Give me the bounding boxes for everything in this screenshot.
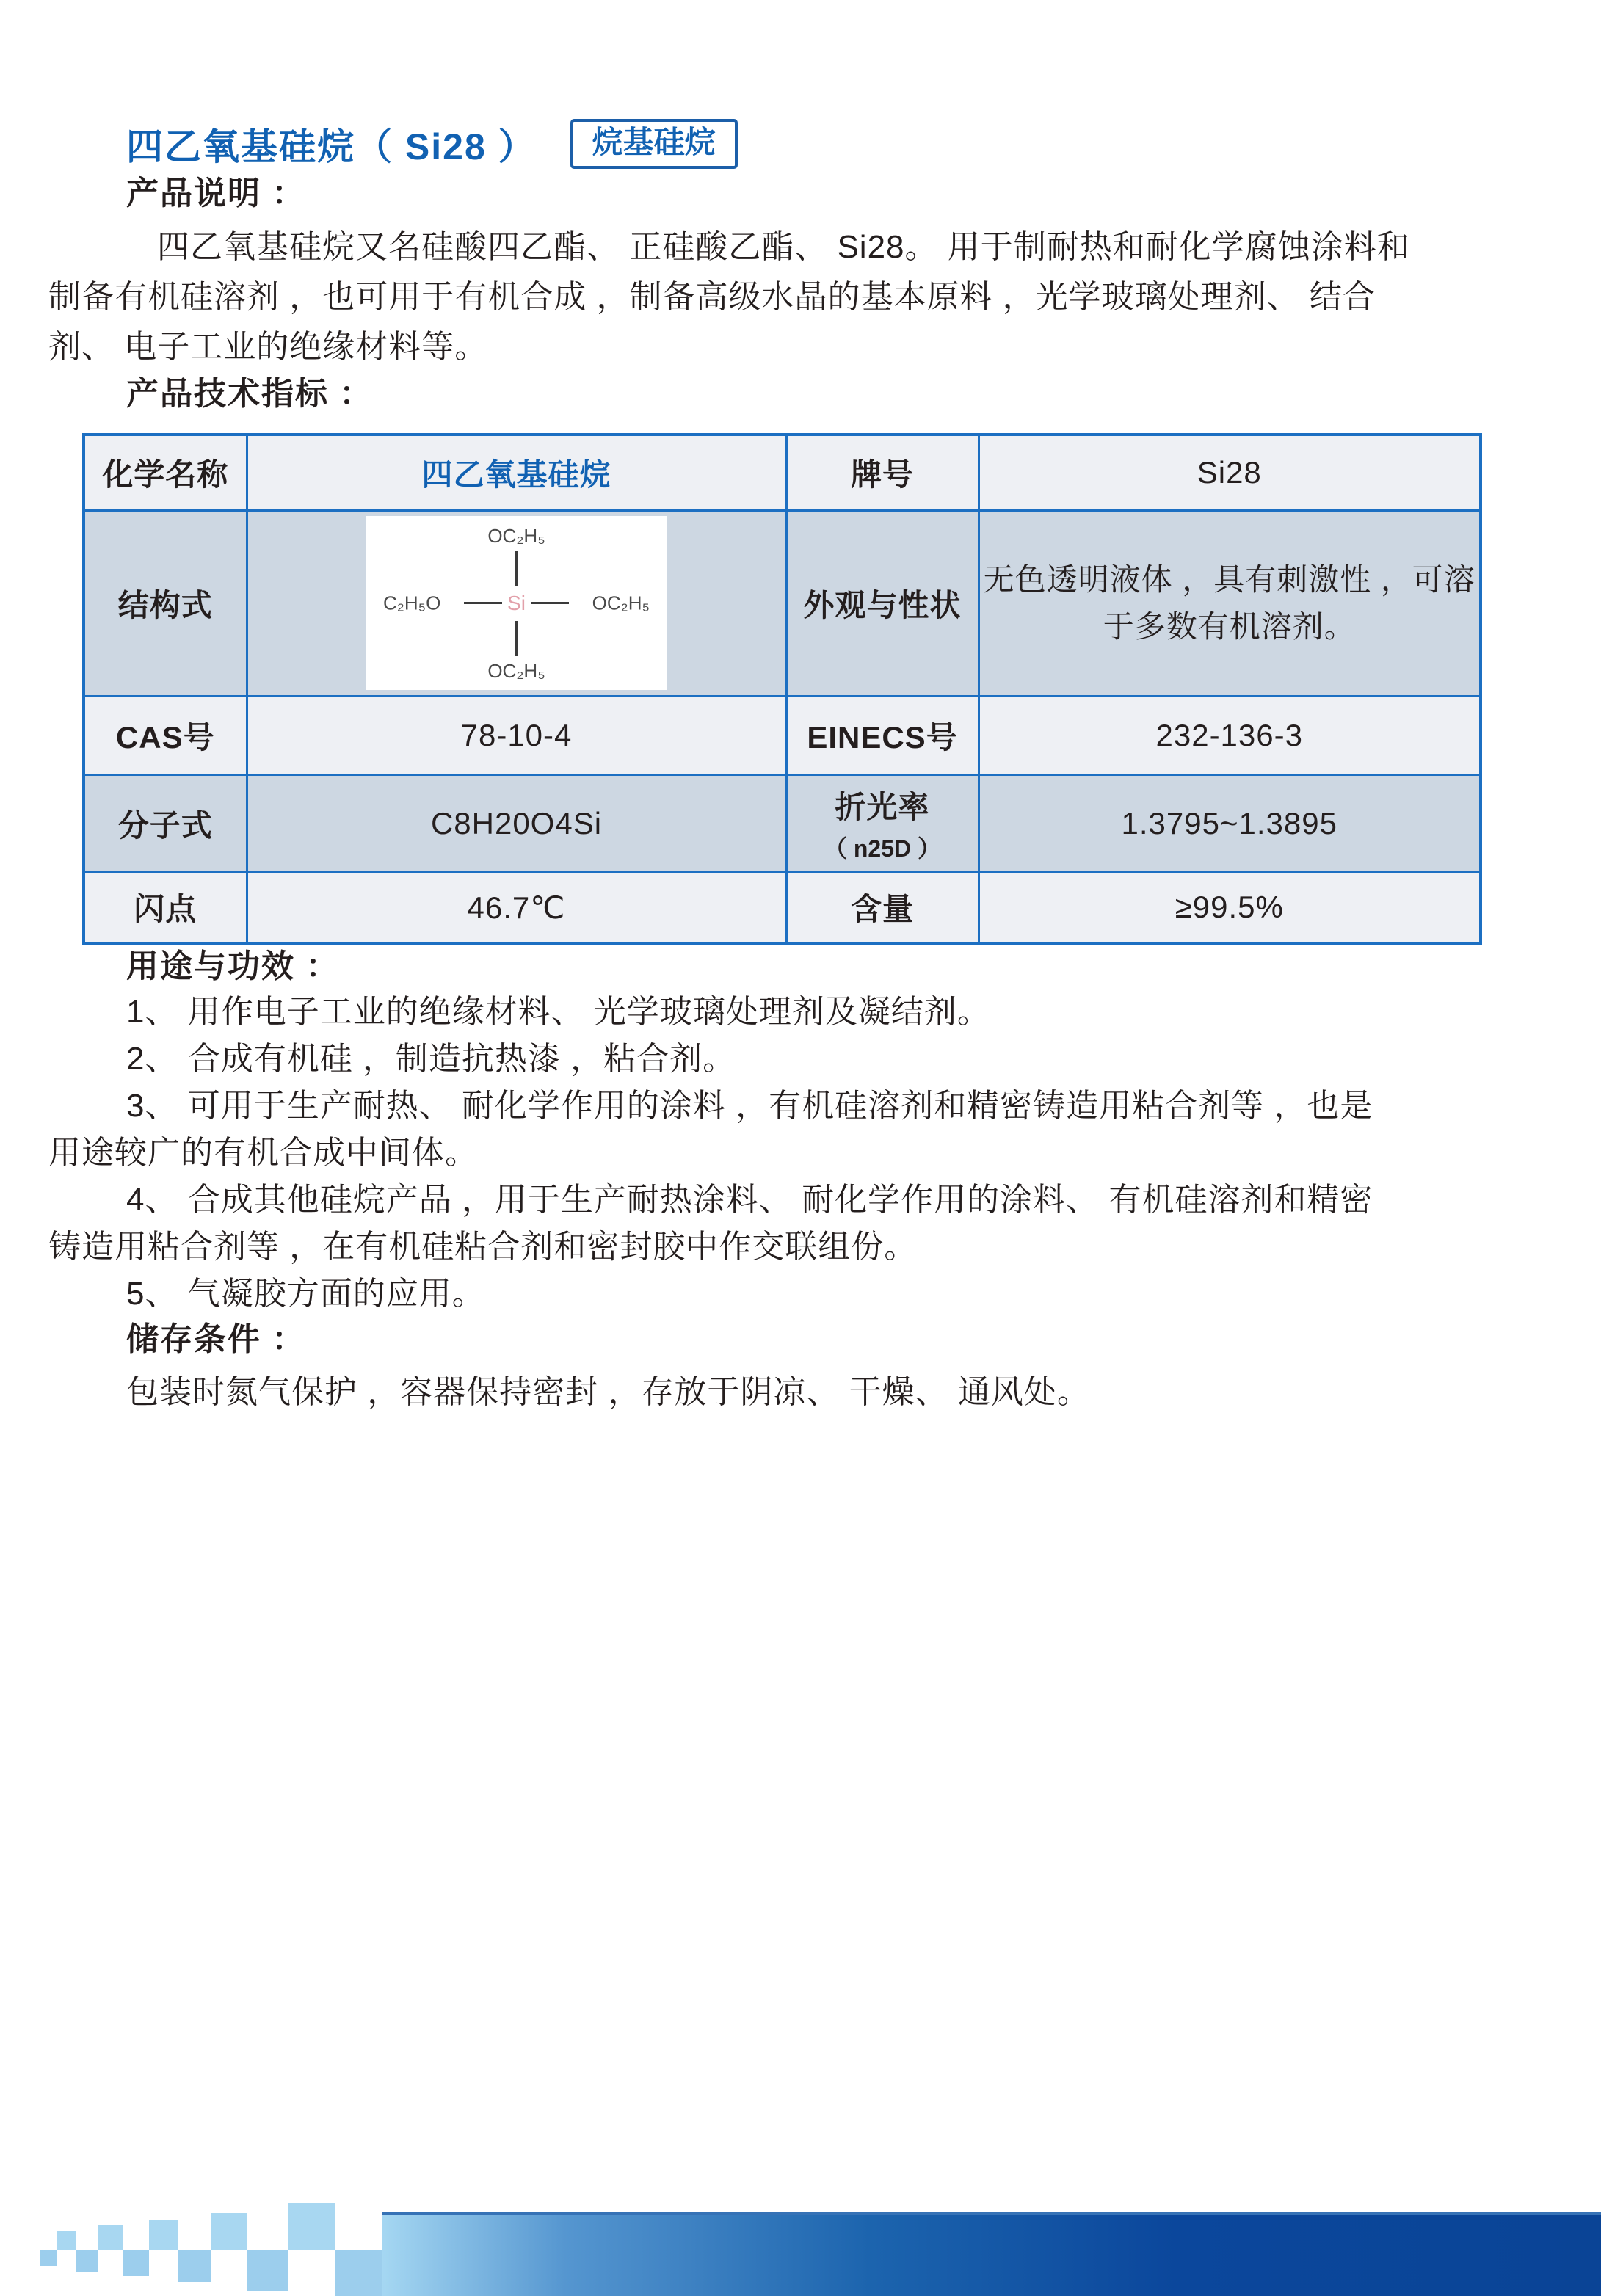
bond-line [464, 602, 502, 604]
cell-einecs-value: 232-136-3 [979, 696, 1481, 774]
section-heading-storage: 储存条件 ： [126, 1321, 306, 1357]
deco-square [288, 2203, 335, 2250]
deco-square [40, 2250, 57, 2266]
cell-formula-value: C8H20O4Si [247, 774, 786, 872]
deco-square [149, 2220, 178, 2250]
structure-group-bottom: OC₂H₅ [487, 660, 545, 682]
structure-group-right: OC₂H₅ [592, 592, 650, 614]
table-row [84, 696, 1481, 774]
usage-item-line: 2、 合成有机硅 ，制造抗热漆 ，粘合剂。 [126, 1041, 736, 1077]
deco-square [76, 2250, 98, 2272]
cell-chemical-name-value: 四乙氧基硅烷 [247, 435, 786, 510]
bond-line [515, 551, 518, 586]
deco-square [247, 2250, 288, 2291]
cell-grade-value: Si28 [979, 435, 1481, 510]
section-heading-description: 产品说明 ： [126, 175, 306, 211]
usage-list [48, 989, 1553, 1318]
cell-grade-label: 牌号 [786, 435, 979, 510]
cell-content-value: ≥99.5% [979, 872, 1481, 943]
usage-item-line: 5、 气凝胶方面的应用。 [126, 1276, 485, 1312]
cell-flashpoint-value: 46.7℃ [247, 872, 786, 943]
deco-square [98, 2225, 123, 2250]
table-row [84, 510, 1481, 696]
description-line: 制备有机硅溶剂 ，也可用于有机合成 ，制备高级水晶的基本原料 ，光学玻璃处理剂、 结合 [48, 279, 1376, 315]
category-badge: 烷基硅烷 [570, 119, 738, 169]
deco-square [57, 2231, 76, 2250]
spec-table [82, 433, 1482, 945]
section-heading-usage: 用途与功效 ： [126, 948, 340, 984]
deco-square [335, 2250, 382, 2296]
description-paragraph [48, 222, 1553, 372]
cell-cas-label: CAS号 [84, 696, 247, 774]
table-row [84, 774, 1481, 872]
structure-diagram [366, 516, 667, 690]
cell-content-label: 含量 [786, 872, 979, 943]
structure-group-top: OC₂H₅ [487, 525, 545, 547]
refractive-label-sub: （ n25D ） [823, 835, 942, 862]
cell-flashpoint-label: 闪点 [84, 872, 247, 943]
usage-item-line: 铸造用粘合剂等 ，在有机硅粘合剂和密封胶中作交联组份。 [48, 1229, 918, 1265]
description-line: 四乙氧基硅烷又名硅酸四乙酯、 正硅酸乙酯、 Si28。 用于制耐热和耐化学腐蚀涂料和 [157, 229, 1410, 265]
bond-line [515, 621, 518, 656]
page-title: 四乙氧基硅烷（ Si28 ） [126, 126, 537, 167]
table-row [84, 872, 1481, 943]
deco-square [123, 2250, 149, 2276]
section-heading-specs: 产品技术指标 ： [126, 376, 374, 412]
cell-structure-label: 结构式 [84, 510, 247, 696]
storage-paragraph [48, 1369, 1553, 1416]
cell-einecs-label: EINECS号 [786, 696, 979, 774]
usage-item-line: 1、 用作电子工业的绝缘材料、 光学玻璃处理剂及凝结剂。 [126, 994, 990, 1030]
refractive-label-main: 折光率 [835, 789, 930, 824]
table-row [84, 435, 1481, 510]
bond-line [531, 602, 569, 604]
deco-square [178, 2250, 211, 2282]
cell-cas-value: 78-10-4 [247, 696, 786, 774]
cell-structure-diagram [247, 510, 786, 696]
cell-chemical-name-label: 化学名称 [84, 435, 247, 510]
cell-refractive-label [786, 774, 979, 872]
structure-group-left: C₂H₅O [383, 592, 441, 614]
usage-item-line: 3、 可用于生产耐热、 耐化学作用的涂料 ，有机硅溶剂和精密铸造用粘合剂等 ，也是 [126, 1088, 1373, 1124]
cell-formula-label: 分子式 [84, 774, 247, 872]
cell-appearance-value: 无色透明液体 ，具有刺激性 ，可溶于多数有机溶剂。 [979, 510, 1481, 696]
storage-line: 包装时氮气保护 ，容器保持密封 ，存放于阴凉、 干燥、 通风处。 [126, 1374, 1090, 1410]
usage-item-line: 4、 合成其他硅烷产品 ，用于生产耐热涂料、 耐化学作用的涂料、 有机硅溶剂和精密 [126, 1182, 1373, 1218]
cell-refractive-value: 1.3795~1.3895 [979, 774, 1481, 872]
silicon-atom: Si [507, 591, 526, 614]
deco-square [211, 2213, 247, 2250]
footer-gradient-bar [382, 2212, 1601, 2296]
title-row [126, 116, 1553, 172]
description-line: 剂、 电子工业的绝缘材料等。 [48, 329, 488, 365]
cell-appearance-label: 外观与性状 [786, 510, 979, 696]
usage-item-line: 用途较广的有机合成中间体。 [48, 1135, 478, 1171]
